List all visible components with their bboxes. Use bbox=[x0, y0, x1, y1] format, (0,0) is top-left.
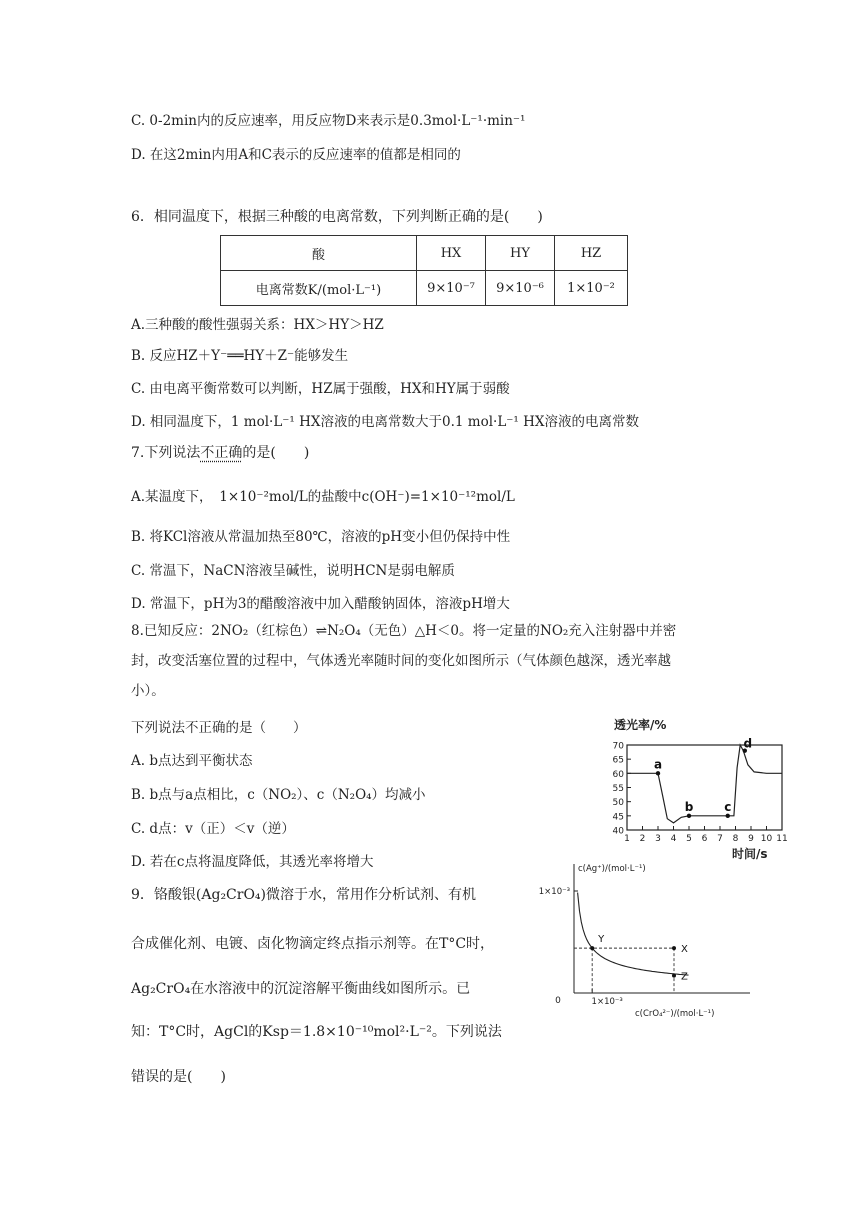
q7-option-a: A.某温度下， 1×10⁻²mol/L的盐酸中c(OH⁻)=1×10⁻¹²mol/L bbox=[131, 489, 515, 505]
x-axis-label: c(CrO₄²⁻)/(mol·L⁻¹) bbox=[635, 1009, 715, 1019]
table-cell: 酸 bbox=[221, 236, 417, 271]
plot-frame bbox=[627, 745, 782, 830]
point-label-c: c bbox=[724, 799, 732, 814]
y-axis-label: 透光率/% bbox=[614, 718, 667, 732]
q9-stem-line1: 9．铬酸银(Ag₂CrO₄)微溶于水，常用作分析试剂、有机 bbox=[131, 887, 477, 903]
x-tick-label: 5 bbox=[686, 834, 692, 844]
y-tick-label: 70 bbox=[612, 741, 624, 752]
q9-stem-line4: 知：T°C时，AgCl的Ksp＝1.8×10⁻¹⁰mol²·L⁻²。下列说法 bbox=[131, 1024, 502, 1040]
y-tick-label: 65 bbox=[612, 755, 624, 766]
solubility-curve bbox=[578, 893, 689, 976]
x-tick-label: 10 bbox=[760, 834, 773, 844]
table-cell: HY bbox=[486, 236, 555, 271]
origin-label: 0 bbox=[555, 996, 561, 1006]
table-cell: 9×10⁻⁷ bbox=[417, 271, 486, 306]
point-label-a: a bbox=[653, 757, 663, 772]
point-Y bbox=[590, 946, 594, 950]
y-tick-label: 40 bbox=[612, 826, 624, 837]
q7-stem-emphasis: 不正确 bbox=[200, 445, 243, 461]
point-X bbox=[672, 946, 676, 950]
x-tick-label: 1×10⁻³ bbox=[591, 997, 623, 1007]
q8-option-b: B. b点与a点相比，c（NO₂）、c（N₂O₄）均减小 bbox=[131, 787, 426, 803]
q6-stem: 6．相同温度下，根据三种酸的电离常数，下列判断正确的是( ) bbox=[131, 209, 543, 225]
y-tick-label: 1×10⁻³ bbox=[538, 887, 570, 897]
q8-option-c: C. d点：v（正）＜v（逆） bbox=[131, 821, 295, 837]
point-label-X: X bbox=[681, 944, 688, 956]
q6-option-a: A.三种酸的酸性强弱关系：HX＞HY＞HZ bbox=[131, 317, 384, 333]
q9-stem-line5: 错误的是( ) bbox=[131, 1069, 226, 1085]
q6-option-c: C. 由电离平衡常数可以判断，HZ属于强酸，HX和HY属于弱酸 bbox=[131, 381, 510, 397]
q8-stem-line2: 封，改变活塞位置的过程中，气体透光率随时间的变化如图所示（气体颜色越深，透光率越 bbox=[131, 653, 671, 669]
y-axis-label: c(Ag⁺)/(mol·L⁻¹) bbox=[578, 864, 646, 874]
q8-stem-line1: 8.已知反应：2NO₂（红棕色）⇌N₂O₄（无色）△H＜0。将一定量的NO₂充入注射器中并密 bbox=[131, 623, 677, 639]
q6-option-b: B. 反应HZ＋Y⁻══HY＋Z⁻能够发生 bbox=[131, 348, 349, 364]
point-a bbox=[656, 771, 660, 775]
table-row bbox=[221, 271, 628, 306]
y-tick-label: 50 bbox=[612, 798, 624, 809]
point-c bbox=[726, 814, 730, 818]
table-header-row bbox=[221, 236, 628, 271]
x-tick-label: 1 bbox=[624, 834, 630, 844]
point-b bbox=[687, 814, 691, 818]
q8-stem-line3: 小）。 bbox=[131, 683, 165, 699]
ionization-constant-table bbox=[220, 235, 628, 306]
y-tick-label: 45 bbox=[612, 812, 624, 823]
x-tick-label: 2 bbox=[639, 834, 646, 844]
table-cell: HZ bbox=[555, 236, 628, 271]
x-tick-label: 11 bbox=[776, 834, 788, 844]
q8-option-d: D. 若在c点将温度降低，其透光率将增大 bbox=[131, 854, 374, 870]
q6-option-d: D. 相同温度下，1 mol·L⁻¹ HX溶液的电离常数大于0.1 mol·L⁻¹ HX溶液的电离常数 bbox=[131, 414, 639, 430]
solubility-curve-chart bbox=[512, 858, 762, 1023]
q7-option-d: D. 常温下，pH为3的醋酸溶液中加入醋酸钠固体，溶液pH增大 bbox=[131, 596, 510, 612]
table-cell: 9×10⁻⁶ bbox=[486, 271, 555, 306]
point-Z bbox=[672, 974, 676, 978]
transmittance-chart bbox=[596, 716, 796, 862]
table-cell: 1×10⁻² bbox=[555, 271, 628, 306]
x-tick-label: 3 bbox=[655, 834, 661, 844]
q9-stem-line2: 合成催化剂、电镀、卤化物滴定终点指示剂等。在T°C时， bbox=[131, 936, 495, 952]
q7-option-c: C. 常温下，NaCN溶液呈碱性，说明HCN是弱电解质 bbox=[131, 563, 455, 579]
point-label-Y: Y bbox=[598, 934, 605, 946]
q8-option-a: A. b点达到平衡状态 bbox=[131, 753, 253, 769]
y-tick-label: 55 bbox=[612, 784, 624, 794]
x-tick-label: 9 bbox=[748, 834, 754, 844]
q7-stem-pre: 7.下列说法 bbox=[131, 445, 201, 461]
x-tick-label: 4 bbox=[670, 834, 677, 844]
y-tick-label: 60 bbox=[612, 769, 624, 780]
q8-ask: 下列说法不正确的是（ ） bbox=[131, 720, 307, 736]
x-tick-label: 6 bbox=[701, 834, 708, 844]
x-tick-label: 8 bbox=[732, 834, 739, 844]
point-label-Z: Z bbox=[681, 971, 688, 983]
transmittance-line bbox=[627, 745, 782, 823]
q7-stem bbox=[131, 444, 309, 462]
x-tick-label: 7 bbox=[717, 834, 723, 844]
q5-option-c: C. 0-2min内的反应速率，用反应物D来表示是0.3mol·L⁻¹·min⁻¹ bbox=[131, 113, 526, 129]
point-label-b: b bbox=[684, 799, 694, 814]
q5-option-d: D. 在这2min内用A和C表示的反应速率的值都是相同的 bbox=[131, 147, 461, 163]
q7-stem-post: 的是( ) bbox=[242, 445, 310, 461]
table-cell: 电离常数K/(mol·L⁻¹) bbox=[221, 271, 417, 306]
table-cell: HX bbox=[417, 236, 486, 271]
q9-stem-line3: Ag₂CrO₄在水溶液中的沉淀溶解平衡曲线如图所示。已 bbox=[131, 981, 471, 997]
q7-option-b: B. 将KCl溶液从常温加热至80℃，溶液的pH变小但仍保持中性 bbox=[131, 529, 511, 545]
point-label-d: d bbox=[743, 736, 753, 751]
x-axis-label: 时间/s bbox=[732, 847, 768, 861]
